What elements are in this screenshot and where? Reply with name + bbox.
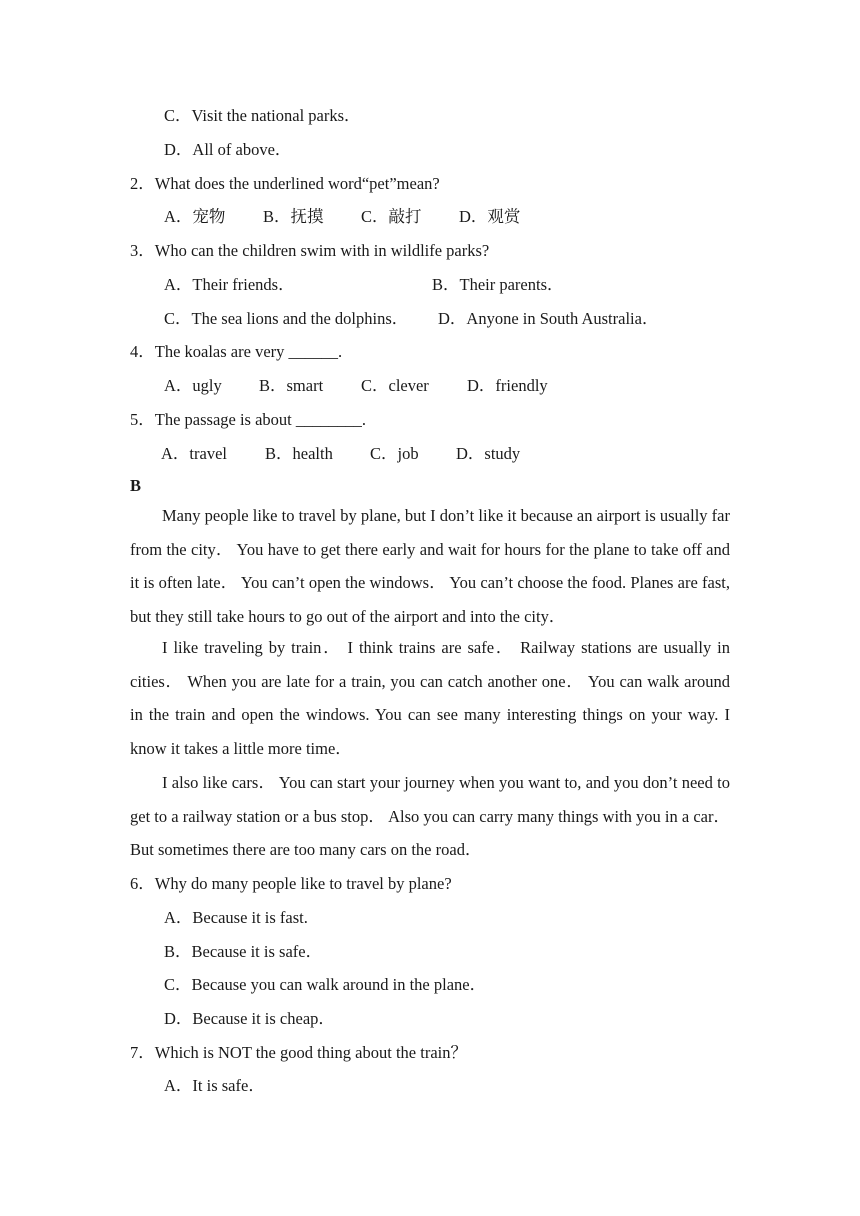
q3-stem: 3．Who can the children swim with in wildlife parks? (130, 241, 490, 260)
q4-option-c: C．clever (361, 376, 429, 395)
q3-option-d: D．Anyone in South Australia． (438, 309, 659, 328)
q5-option-a: A．travel (161, 444, 227, 463)
q7-option-a: A．It is safe． (164, 1076, 265, 1095)
q2-option-d: D．观赏 (459, 207, 521, 226)
q3-option-b: B．Their parents． (432, 275, 564, 294)
q4-stem: 4．The koalas are very ______. (130, 342, 343, 361)
q4-option-a: A．ugly (164, 376, 222, 395)
q3-option-a: A．Their friends． (164, 275, 295, 294)
q2-option-b: B．抚摸 (263, 207, 324, 226)
q1-option-d: D．All of above． (164, 140, 292, 159)
q6-option-a: A．Because it is fast. (164, 908, 308, 927)
q4-option-d: D．friendly (467, 376, 548, 395)
q7-stem: 7．Which is NOT the good thing about the train？ (130, 1043, 467, 1062)
q5-option-c: C．job (370, 444, 419, 463)
q5-option-d: D．study (456, 444, 521, 463)
q6-option-c: C．Because you can walk around in the plane． (164, 975, 487, 994)
passage-paragraph-3: I also like cars． You can start your journey when you want to, and you don’t need to get to a railway station or a bus stop． Also you can carry many things with you in a car． But sometimes there are too many cars on the road． (130, 773, 730, 860)
q2-stem: 2．What does the underlined word“pet”mean? (130, 174, 440, 193)
q5-option-b: B．health (265, 444, 333, 463)
q6-option-d: D．Because it is cheap． (164, 1009, 335, 1028)
passage-paragraph-1: Many people like to travel by plane, but I don’t like it because an airport is usually far from the city． You have to get there early and wait for hours for the plane to take off and it is often late． You can’t open the windows． You can’t choose the food. Planes are fast, but they still take hours to go out of the airport and into the city． (130, 506, 730, 627)
q2-option-a: A．宠物 (164, 207, 226, 226)
q5-stem: 5．The passage is about ________. (130, 410, 367, 429)
q6-stem: 6．Why do many people like to travel by plane? (130, 874, 452, 893)
section-b-heading: B (130, 476, 142, 495)
q1-option-c: C．Visit the national parks． (164, 106, 361, 125)
q6-option-b: B．Because it is safe． (164, 942, 323, 961)
q4-option-b: B．smart (259, 376, 324, 395)
q3-option-c: C．The sea lions and the dolphins． (164, 309, 409, 328)
q2-option-c: C．敲打 (361, 207, 422, 226)
passage-paragraph-2: I like traveling by train． I think trains are safe． Railway stations are usually in cities． When you are late for a train, you can catch another one． You can walk around in the train and open the windows. You can see many interesting things on your way. I know it takes a little more time． (130, 638, 730, 759)
